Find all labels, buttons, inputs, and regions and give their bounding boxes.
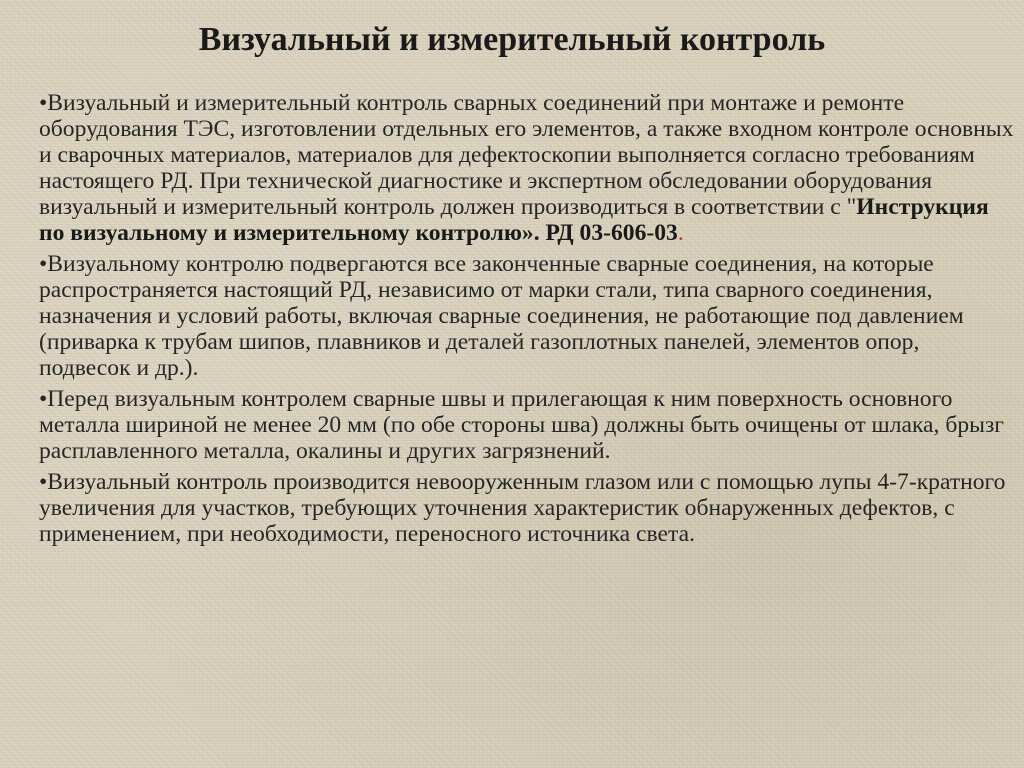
instruction-reference: Инструкция по визуальному и измерительному контролю». РД 03-606-03 (39, 194, 989, 246)
accent-dot: . (677, 220, 684, 246)
slide-body (39, 90, 1014, 552)
paragraph-2 (39, 251, 1014, 381)
paragraph-text: Визуальному контролю подвергаются все законченные сварные соединения, на которые распространяется настоящий РД, независимо от марки стали, типа сварного соединения, назначения и условий работы, включая сварные соединения, не работающие под давлением (приварка к трубам шипов, плавников и деталей газоплотных панелей, элементов опор, подвесок и др.). (39, 251, 964, 381)
paragraph-1 (39, 90, 1014, 246)
bullet: • (39, 469, 48, 495)
bullet: • (39, 251, 48, 277)
slide-title: Визуальный и измерительный контроль (198, 21, 826, 58)
quote-mark: " (846, 194, 857, 220)
bullet: • (39, 90, 48, 116)
paragraph-text: Визуальный и измерительный контроль сварных соединений при монтаже и ремонте оборудования ТЭС, изготовлении отдельных его элементов, а также входном контроле основных и сварочных материалов, материалов для дефектоскопии выполняется согласно требованиям настоящего РД. При технической диагностике и экспертном обследовании оборудования визуальный и измерительный контроль должен производиться в соответствии с (39, 90, 1014, 220)
paragraph-text: Визуальный контроль производится невооруженным глазом или с помощью лупы 4-7-кратного увеличения для участков, требующих уточнения характеристик обнаруженных дефектов, с применением, при необходимости, переносного источника света. (39, 469, 1006, 547)
bullet: • (39, 386, 48, 412)
paragraph-4 (39, 469, 1014, 547)
paragraph-3 (39, 386, 1014, 464)
paragraph-text: Перед визуальным контролем сварные швы и прилегающая к ним поверхность основного металла шириной не менее 20 мм (по обе стороны шва) должны быть очищены от шлака, брызг расплавленного металла, окалины и других загрязнений. (39, 386, 1004, 464)
